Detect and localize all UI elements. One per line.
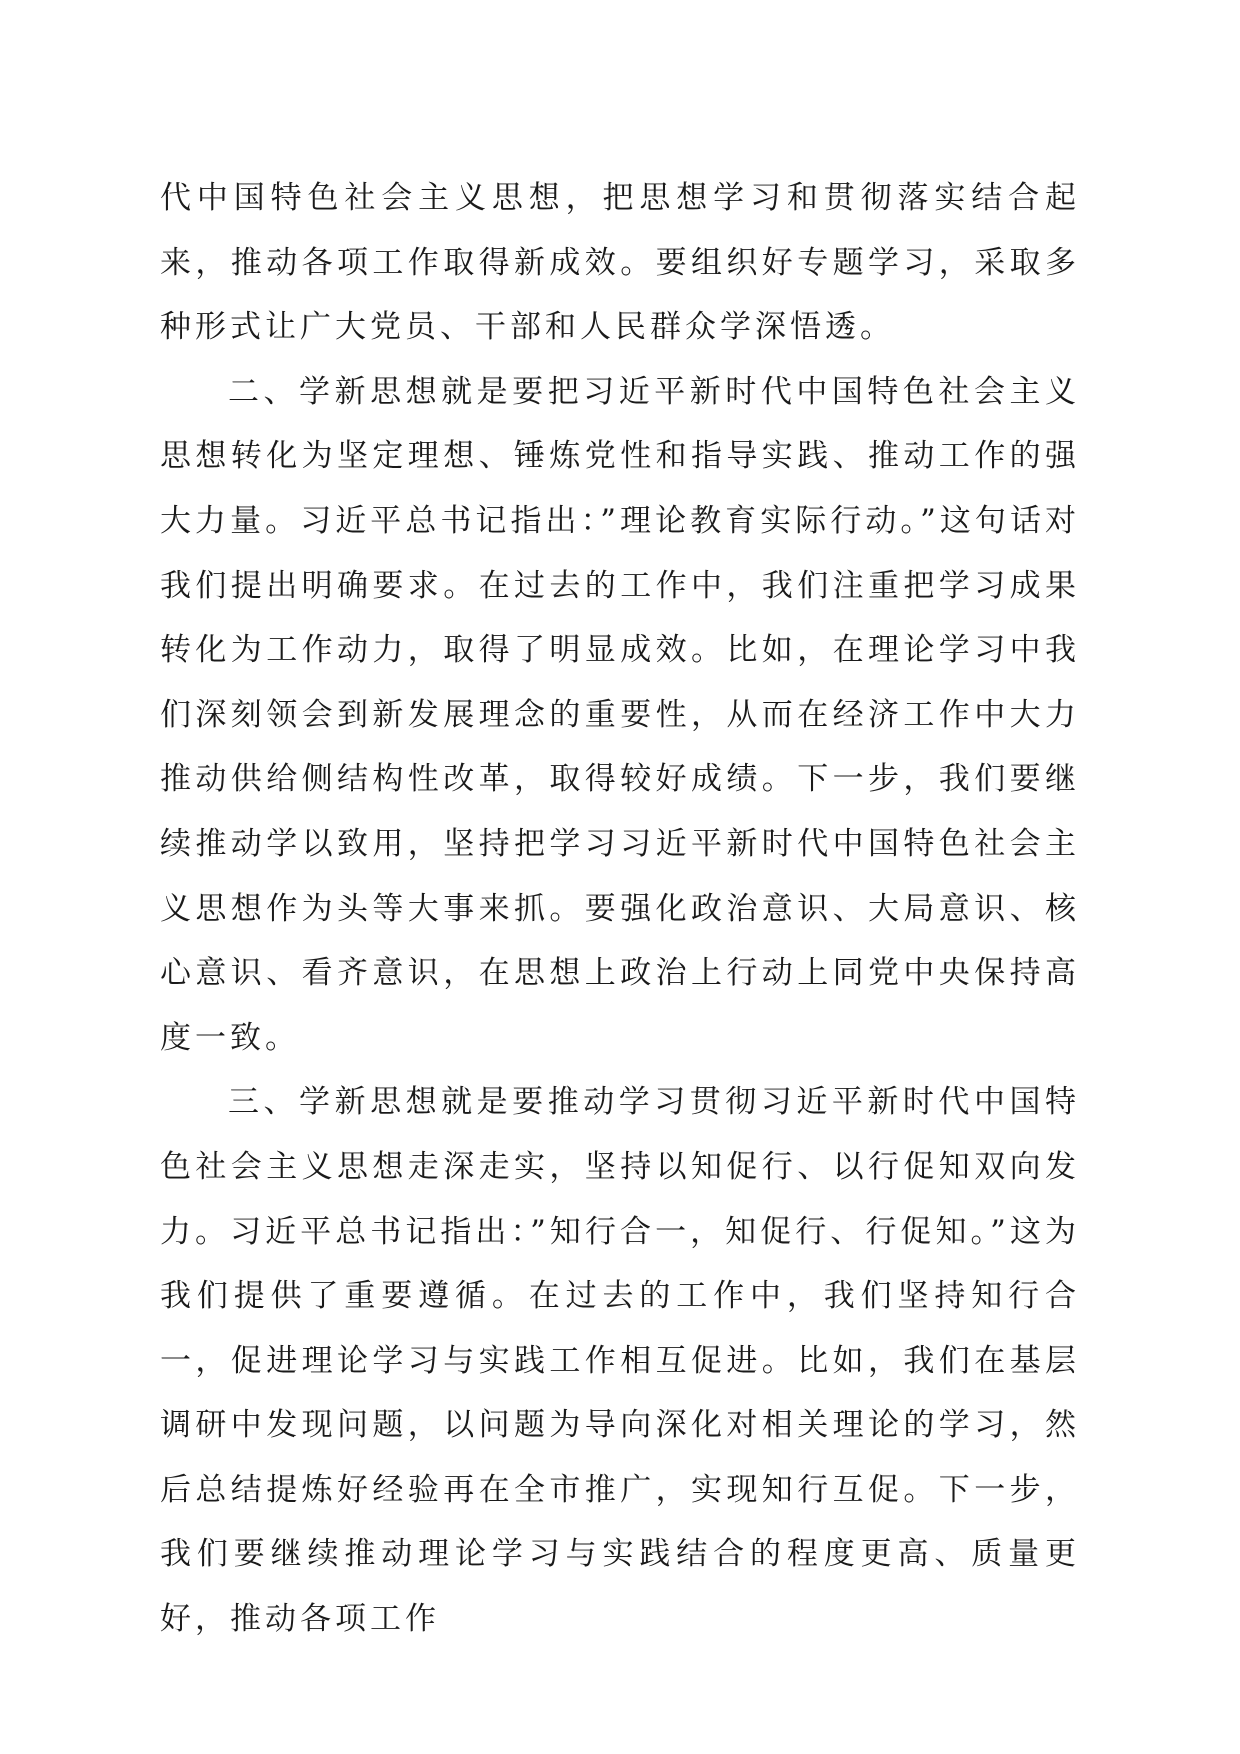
paragraph-section-two: 二、学新思想就是要把习近平新时代中国特色社会主义思想转化为坚定理想、锤炼党性和指导实践、推动工作的强大力量。习近平总书记指出：”理论教育实际行动。”这句话对我们提出明确要求。在过去的工作中，我们注重把学习成果转化为工作动力，取得了明显成效。比如，在理论学习中我们深刻领会到新发展理念的重要性，从而在经济工作中大力推动供给侧结构性改革，取得较好成绩。下一步，我们要继续推动学以致用，坚持把学习习近平新时代中国特色社会主义思想作为头等大事来抓。要强化政治意识、大局意识、核心意识、看齐意识，在思想上政治上行动上同党中央保持高度一致。 [160,373,1080,1056]
document-body [160,166,1080,1652]
paragraph-section-three: 三、学新思想就是要推动学习贯彻习近平新时代中国特色社会主义思想走深走实，坚持以知促行、以行促知双向发力。习近平总书记指出：”知行合一，知促行、行促知。”这为我们提供了重要遵循。在过去的工作中，我们坚持知行合一，促进理论学习与实践工作相互促进。比如，我们在基层调研中发现问题，以问题为导向深化对相关理论的学习，然后总结提炼好经验再在全市推广，实现知行互促。下一步，我们要继续推动理论学习与实践结合的程度更高、质量更好，推动各项工作 [160,1084,1080,1638]
paragraph-continued: 代中国特色社会主义思想，把思想学习和贯彻落实结合起来，推动各项工作取得新成效。要组织好专题学习，采取多种形式让广大党员、干部和人民群众学深悟透。 [160,180,1080,346]
